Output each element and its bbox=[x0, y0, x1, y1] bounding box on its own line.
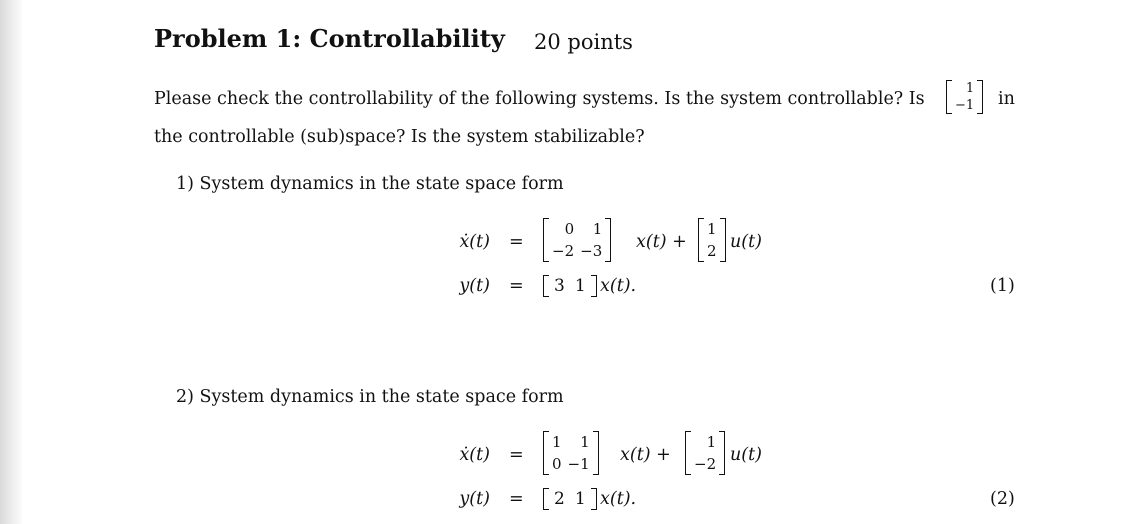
intro-vector: 1 −1 bbox=[946, 80, 983, 114]
system-2-equals-1: = bbox=[509, 445, 524, 465]
system-1-x-end: x(t). bbox=[600, 276, 637, 296]
system-1-matrix-c: 3 1 bbox=[543, 275, 597, 297]
system-2-x-end: x(t). bbox=[600, 489, 637, 509]
intro-in-word: in bbox=[998, 89, 1015, 109]
system-1-equals-2: = bbox=[509, 276, 524, 296]
system-1-equation-number: (1) bbox=[990, 276, 1015, 296]
system-2-xdot: ẋ(t) bbox=[459, 445, 490, 465]
system-1-u: u(t) bbox=[730, 232, 762, 252]
system-1-y: y(t) bbox=[459, 276, 490, 296]
problem-title: Problem 1: Controllability bbox=[154, 24, 505, 53]
system-2-y: y(t) bbox=[459, 489, 490, 509]
system-1-equals-1: = bbox=[509, 232, 524, 252]
system-1-x-plus: x(t) + bbox=[636, 232, 687, 252]
intro-line-1: Please check the controllability of the following systems. Is the system controllable? Is bbox=[154, 89, 925, 109]
system-1-label: 1) System dynamics in the state space form bbox=[176, 174, 564, 194]
system-2-u: u(t) bbox=[730, 445, 762, 465]
system-2-equals-2: = bbox=[509, 489, 524, 509]
system-1-matrix-a: 0 1 −2 −3 bbox=[543, 218, 611, 262]
intro-line-2: the controllable (sub)space? Is the system stabilizable? bbox=[154, 127, 645, 147]
system-2-equation-number: (2) bbox=[990, 489, 1015, 509]
system-1-xdot: ẋ(t) bbox=[459, 232, 490, 252]
system-1-matrix-b: 1 2 bbox=[698, 218, 726, 262]
system-2-matrix-b: 1 −2 bbox=[685, 431, 725, 475]
problem-points: 20 points bbox=[534, 30, 633, 54]
system-2-x-plus: x(t) + bbox=[620, 445, 671, 465]
system-2-label: 2) System dynamics in the state space form bbox=[176, 387, 564, 407]
page-edge-shadow bbox=[0, 0, 22, 524]
system-2-matrix-a: 1 1 0 −1 bbox=[543, 431, 599, 475]
system-2-matrix-c: 2 1 bbox=[543, 488, 597, 510]
